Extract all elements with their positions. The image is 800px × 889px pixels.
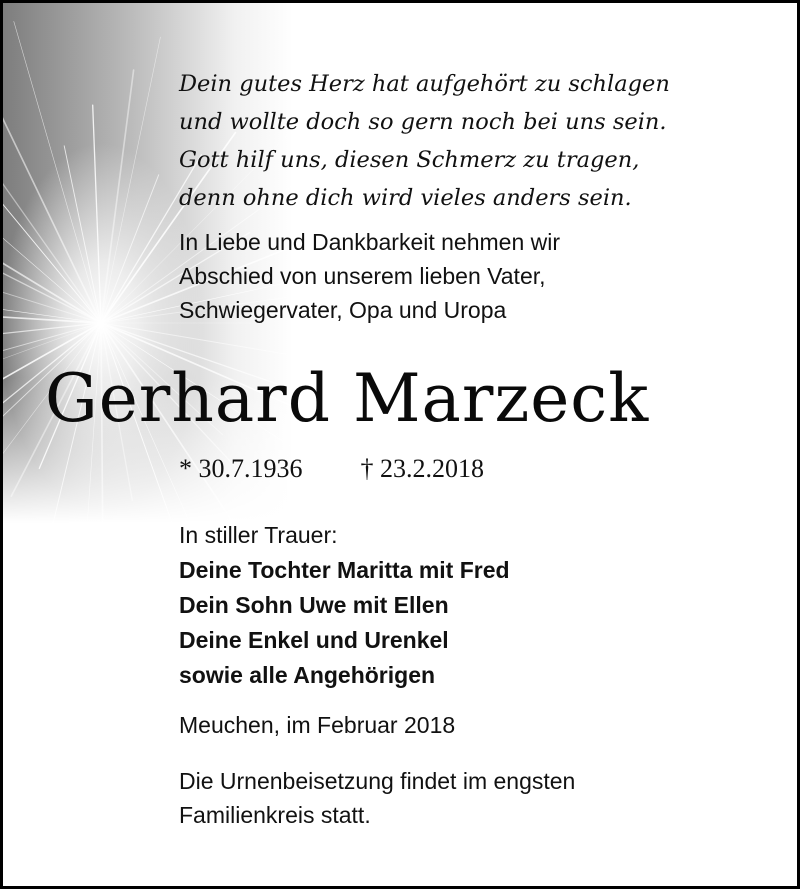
intro-line: Abschied von unserem lieben Vater, (179, 263, 546, 289)
life-dates (179, 452, 484, 486)
intro-line: Schwiegervater, Opa und Uropa (179, 297, 507, 323)
deceased-name: Gerhard Marzeck (45, 360, 650, 437)
poem-line: denn ohne dich wird vieles anders sein. (179, 185, 632, 211)
place-and-date: Meuchen, im Februar 2018 (179, 712, 456, 738)
mourners-list (179, 518, 510, 693)
mourner-name: sowie alle Angehörigen (179, 662, 436, 688)
mourner-name: Dein Sohn Uwe mit Ellen (179, 592, 449, 618)
mourner-name: Deine Tochter Maritta mit Fred (179, 557, 510, 583)
death-date: † 23.2.2018 (360, 454, 484, 483)
intro-line: In Liebe und Dankbarkeit nehmen wir (179, 229, 561, 255)
birth-date: * 30.7.1936 (179, 454, 303, 483)
poem-line: und wollte doch so gern noch bei uns sein. (179, 109, 667, 135)
mourners-heading: In stiller Trauer: (179, 522, 338, 548)
poem-line: Gott hilf uns, diesen Schmerz zu tragen, (179, 147, 640, 173)
burial-notice (179, 764, 575, 832)
poem-line: Dein gutes Herz hat aufgehört zu schlagen (179, 71, 670, 97)
mourner-name: Deine Enkel und Urenkel (179, 627, 449, 653)
notice-line: Familienkreis statt. (179, 802, 371, 828)
poem (179, 65, 670, 217)
notice-line: Die Urnenbeisetzung findet im engsten (179, 768, 576, 794)
intro-text (179, 225, 560, 327)
